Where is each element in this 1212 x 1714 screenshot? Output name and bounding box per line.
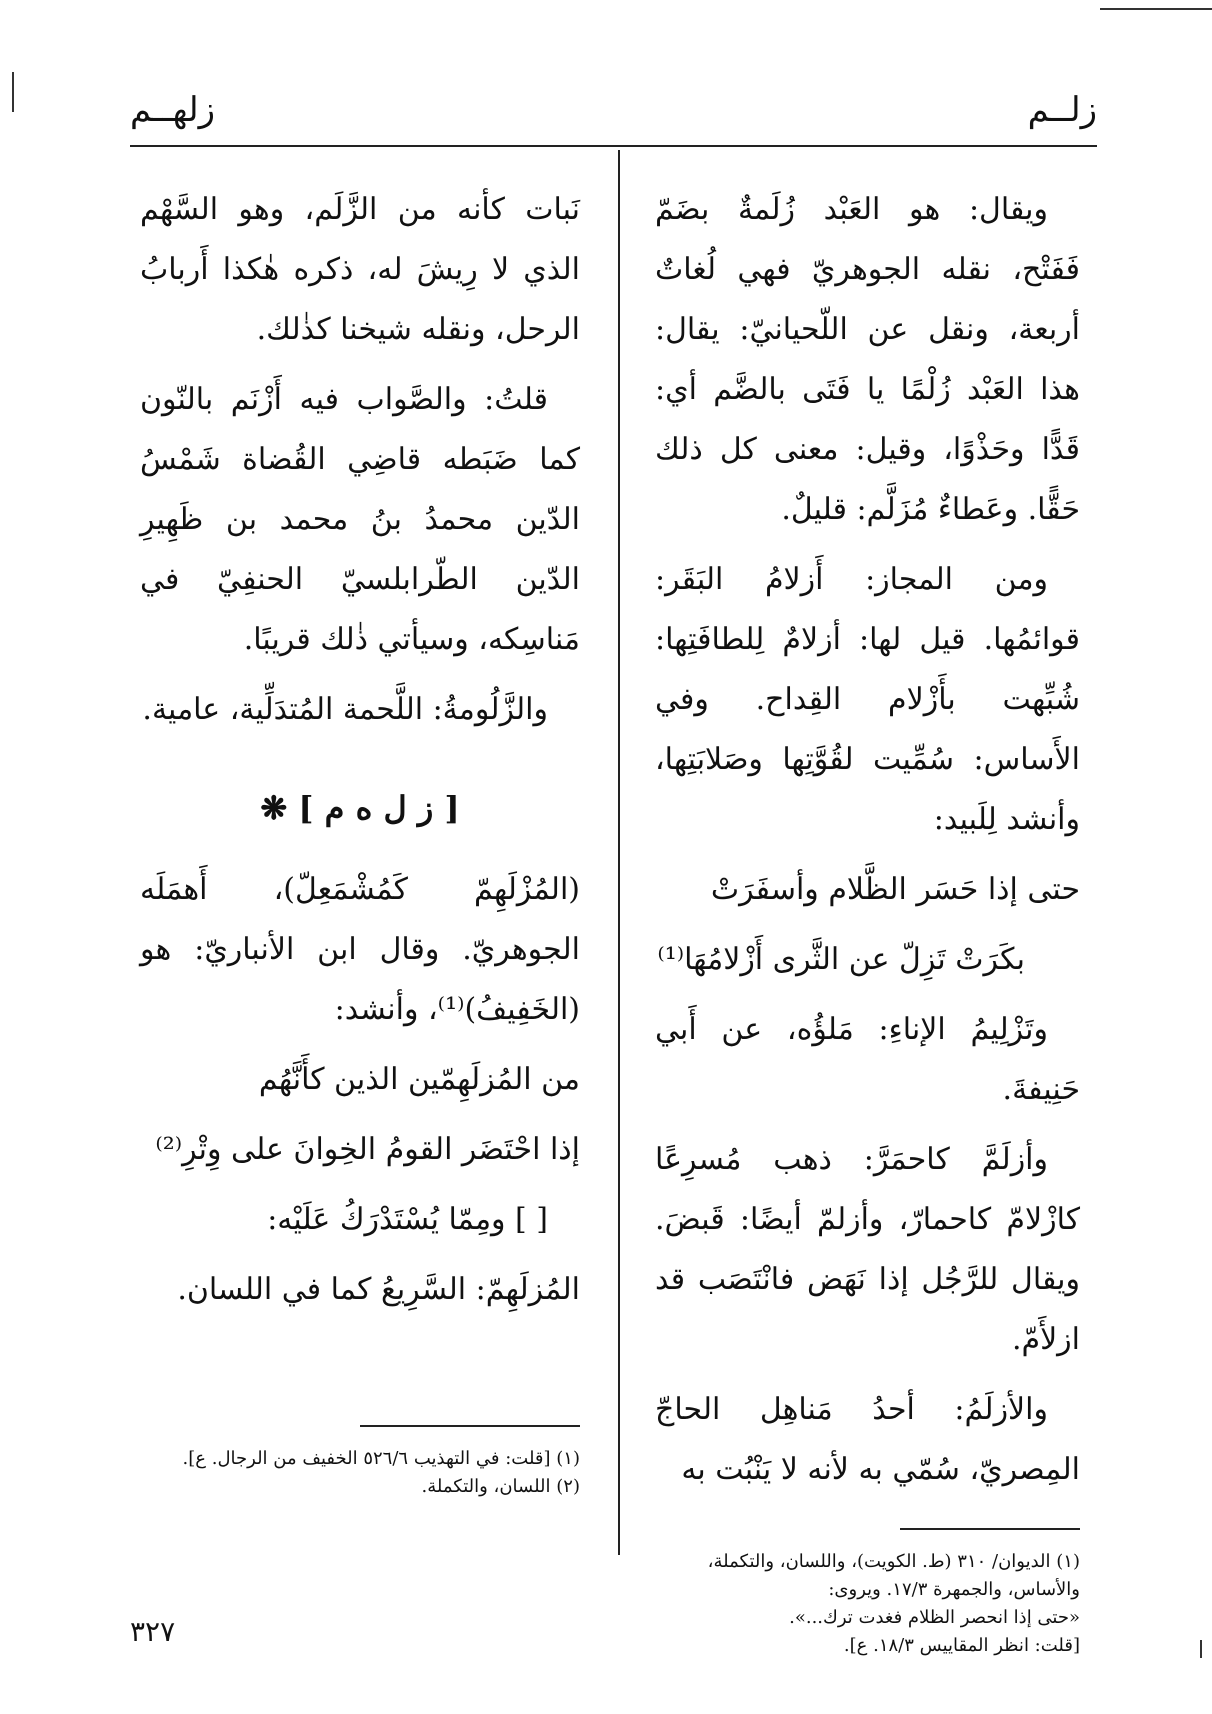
footnotes-right [655,1548,1080,1660]
paragraph: المُزلَهِمّ: السَّرِيعُ كما في اللسان. [177,1272,580,1307]
paragraph: (المُزْلَهِمّ كَمُشْمَعِلّ)، أَهمَلَه الجوهريّ. وقال ابن الأنباريّ: هو (الخَفِيفُ)⁽¹⁾، وأنشد: [140,872,580,1027]
footnote: [قلت: انظر المقاييس ١٨/٣. ع]. [843,1635,1080,1656]
running-head-right: زلــم [1027,90,1097,130]
footnote-rule-left [360,1425,580,1427]
top-edge-line [1100,8,1212,10]
running-head-left: زلهــم [130,90,215,130]
right-margin-mark [1200,1640,1202,1658]
page-number: ٣٢٧ [130,1615,176,1648]
paragraph: نَبات كأنه من الزَّلَم، وهو السَّهْم الذي لا رِيشَ له، ذكره هٰكذا أَربابُ الرحل، ونقله شيخنا كذٰلك. [140,192,580,347]
paragraph: وتَزْلِيمُ الإناءِ: مَلؤُه، عن أَبي حَنِيفةَ. [655,1012,1080,1107]
verse-line: حتى إذا حَسَر الظَّلام وأسفَرَتْ [710,872,1080,907]
paragraph: والأزلَمُ: أحدُ مَناهِل الحاجّ المِصريّ، سُمّي به لأنه لا يَنْبُت به [655,1392,1080,1487]
footnote: (١) الديوان/ ٣١٠ (ط. الكويت)، واللسان، والتكملة، والأساس، والجمهرة ١٧/٣. ويروى: [707,1551,1080,1600]
verse-line: بكَرَتْ تَزِلّ عن الثَّرى أَزْلامُهَا⁽¹⁾ [657,942,1025,977]
paragraph: وأزلَمَّ كاحمَرَّ: ذهب مُسرِعًا كازْلامّ كاحمارّ، وأزلمّ أيضًا: قَبضَ. ويقال للرَّجُل إذا نَهَض فانْتَصَب قد ازلأَمّ. [655,1142,1080,1357]
footnote: «حتى إذا انحصر الظلام فغدت ترك...». [789,1607,1080,1628]
verse-line: إذا احْتَضَر القومُ الخِوانَ على وِتْرِ⁽²⁾ [155,1132,580,1167]
footnotes-left [140,1445,580,1501]
paragraph: والزَّلُومةُ: اللَّحمة المُتدَلِّية، عامية. [142,692,548,727]
left-column [140,180,580,1330]
paragraph: [ ] ومِمّا يُسْتَدْرَكُ عَلَيْه: [267,1202,548,1237]
footnote: (٢) اللسان، والتكملة. [421,1476,580,1497]
column-divider [618,150,620,1555]
entry-heading: [ ز ل ه م ] ❋ [260,789,460,827]
footnote: (١) [قلت: في التهذيب ٥٢٦/٦ الخفيف من الرجال. ع]. [182,1448,580,1469]
right-column [655,180,1080,1510]
paragraph: قلتُ: والصَّواب فيه أَزْنَم بالنّون كما ضَبَطه قاضِي القُضاة شَمْسُ الدّين محمدُ بنُ محمد بن ظَهِيرِ الدّين الطّرابلسيّ الحنفِيّ في مَناسِكه، وسيأتي ذٰلك قريبًا. [140,382,580,657]
verse-line: من المُزلَهِمّين الذين كأَنَّهُم [258,1062,580,1097]
header-rule [130,145,1097,147]
footnote-rule-right [900,1528,1080,1530]
left-margin-mark [12,72,14,112]
paragraph: ويقال: هو العَبْد زُلَمةٌ بضَمّ فَفَتْح، نقله الجوهريّ فهي لُغاتٌ أربعة، ونقل عن اللّحيانيّ: يقال: هذا العَبْد زُلْمًا يا فَتَى بالضَّم أي: قَدًّا وحَذْوًا، وقيل: معنى كل ذلك حَقًّا. وعَطاءٌ مُزَلَّم: قليلٌ. [655,192,1080,527]
paragraph: ومن المجاز: أَزلامُ البَقَر: قوائمُها. قيل لها: أزلامٌ لِلطافَتِها: شُبِّهت بأَزْلام القِداح. وفي الأَساس: سُمِّيت لقُوَّتِها وصَلابَتِها، وأنشد لِلَبيد: [655,562,1080,837]
